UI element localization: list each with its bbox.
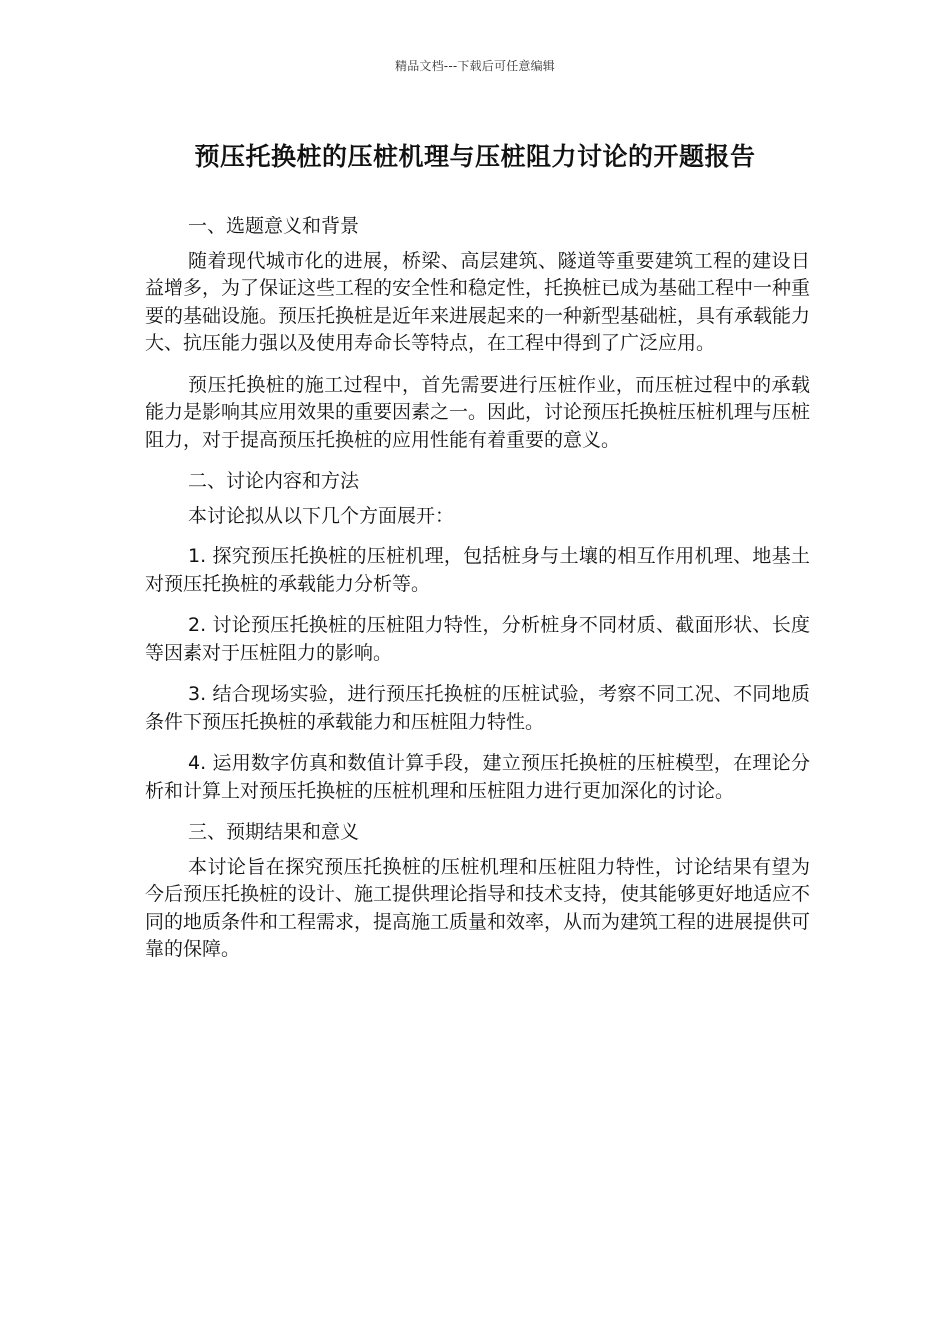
section-heading-content-methods: 二、讨论内容和方法 bbox=[188, 470, 360, 492]
list-item-content-1: 1. 探究预压托换桩的压桩机理，包括桩身与土壤的相互作用机理、地基土对预压托换桩的承载能力分析等。 bbox=[145, 545, 810, 595]
paragraph-content-intro: 本讨论拟从以下几个方面展开： bbox=[188, 504, 455, 527]
list-item-content-3: 3. 结合现场实验，进行预压托换桩的压桩试验，考察不同工况、不同地质条件下预压托换桩的承载能力和压桩阻力特性。 bbox=[145, 683, 810, 733]
section-heading-background: 一、选题意义和背景 bbox=[188, 215, 360, 237]
paragraph-background-2: 预压托换桩的施工过程中，首先需要进行压桩作业，而压桩过程中的承载能力是影响其应用效果的重要因素之一。因此，讨论预压托换桩压桩机理与压桩阻力，对于提高预压托换桩的应用性能有着重要的意义。 bbox=[145, 373, 811, 451]
section-heading-expected-results: 三、预期结果和意义 bbox=[188, 821, 360, 843]
list-item-content-4: 4. 运用数字仿真和数值计算手段，建立预压托换桩的压桩模型，在理论分析和计算上对预压托换桩的压桩机理和压桩阻力进行更加深化的讨论。 bbox=[145, 752, 810, 802]
document-body bbox=[145, 213, 810, 978]
paragraph-background-1: 随着现代城市化的进展，桥梁、高层建筑、隧道等重要建筑工程的建设日益增多，为了保证这些工程的安全性和稳定性，托换桩已成为基础工程中一种重要的基础设施。预压托换桩是近年来进展起来的一种新型基础桩，具有承载能力大、抗压能力强以及使用寿命长等特点，在工程中得到了广泛应用。 bbox=[145, 249, 811, 354]
document-title: 预压托换桩的压桩机理与压桩阻力讨论的开题报告 bbox=[194, 142, 756, 171]
header-note: 精品文档---下载后可任意编辑 bbox=[395, 59, 555, 73]
paragraph-expected-results: 本讨论旨在探究预压托换桩的压桩机理和压桩阻力特性，讨论结果有望为今后预压托换桩的设计、施工提供理论指导和技术支持，使其能够更好地适应不同的地质条件和工程需求，提高施工质量和效率，从而为建筑工程的进展提供可靠的保障。 bbox=[145, 855, 811, 960]
list-item-content-2: 2. 讨论预压托换桩的压桩阻力特性，分析桩身不同材质、截面形状、长度等因素对于压桩阻力的影响。 bbox=[145, 614, 810, 664]
